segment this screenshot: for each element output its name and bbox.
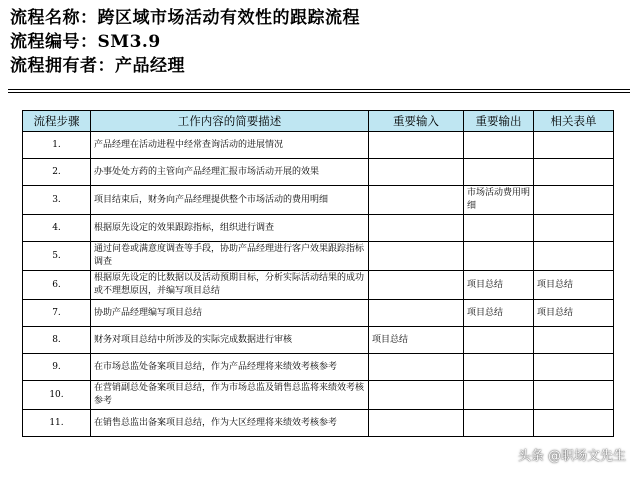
output-cell: 项目总结 — [464, 300, 534, 327]
form-cell — [534, 159, 614, 186]
input-cell — [369, 354, 464, 381]
description-cell: 根据原先设定的效果跟踪指标，组织进行调查 — [91, 215, 369, 242]
form-cell — [534, 242, 614, 271]
input-cell — [369, 300, 464, 327]
description-cell: 根据原先设定的比数据以及活动预期目标，分析实际活动结果的成功或不理想原因，并编写项目总结 — [91, 271, 369, 300]
form-cell — [534, 215, 614, 242]
output-cell: 市场活动费用明细 — [464, 186, 534, 215]
watermark: 头条 @职场文先生 — [517, 449, 626, 464]
step-cell: 10. — [23, 381, 91, 410]
document-header — [10, 6, 360, 78]
input-cell: 项目总结 — [369, 327, 464, 354]
form-cell: 项目总结 — [534, 271, 614, 300]
description-cell: 在市场总监处备案项目总结，作为产品经理将来绩效考核参考 — [91, 354, 369, 381]
table-body — [23, 132, 614, 437]
output-cell — [464, 354, 534, 381]
form-cell — [534, 327, 614, 354]
input-cell — [369, 186, 464, 215]
table-row — [23, 354, 614, 381]
step-cell: 11. — [23, 410, 91, 437]
table-row — [23, 159, 614, 186]
form-cell — [534, 410, 614, 437]
description-cell: 财务对项目总结中所涉及的实际完成数据进行审核 — [91, 327, 369, 354]
column-header-output: 重要输出 — [464, 111, 534, 132]
output-cell: 项目总结 — [464, 271, 534, 300]
description-cell: 通过问卷或满意度调查等手段，协助产品经理进行客户效果跟踪指标调查 — [91, 242, 369, 271]
input-cell — [369, 159, 464, 186]
form-cell — [534, 186, 614, 215]
step-cell: 3. — [23, 186, 91, 215]
process-owner: 流程拥有者：产品经理 — [10, 56, 185, 76]
process-name: 流程名称：跨区域市场活动有效性的跟踪流程 — [10, 8, 360, 28]
form-cell: 项目总结 — [534, 300, 614, 327]
input-cell — [369, 271, 464, 300]
output-cell — [464, 381, 534, 410]
form-cell — [534, 381, 614, 410]
description-cell: 在销售总监出备案项目总结，作为大区经理将来绩效考核参考 — [91, 410, 369, 437]
process-code: 流程编号：SM3.9 — [10, 32, 161, 52]
output-cell — [464, 327, 534, 354]
form-cell — [534, 354, 614, 381]
header-divider-secondary — [8, 92, 630, 93]
output-cell — [464, 132, 534, 159]
output-cell — [464, 215, 534, 242]
step-cell: 6. — [23, 271, 91, 300]
step-cell: 1. — [23, 132, 91, 159]
table-row — [23, 186, 614, 215]
output-cell — [464, 410, 534, 437]
table-row — [23, 381, 614, 410]
input-cell — [369, 215, 464, 242]
description-cell: 在营销副总处备案项目总结，作为市场总监及销售总监将来绩效考核参考 — [91, 381, 369, 410]
description-cell: 产品经理在活动进程中经常查询活动的进展情况 — [91, 132, 369, 159]
output-cell — [464, 159, 534, 186]
input-cell — [369, 242, 464, 271]
table-row — [23, 327, 614, 354]
table-header-row — [23, 111, 614, 132]
input-cell — [369, 132, 464, 159]
description-cell: 协助产品经理编写项目总结 — [91, 300, 369, 327]
table-row — [23, 132, 614, 159]
description-cell: 办事处处方药的主管向产品经理汇报市场活动开展的效果 — [91, 159, 369, 186]
process-table — [22, 110, 614, 437]
step-cell: 8. — [23, 327, 91, 354]
step-cell: 2. — [23, 159, 91, 186]
input-cell — [369, 381, 464, 410]
table-row — [23, 242, 614, 271]
form-cell — [534, 132, 614, 159]
column-header-form: 相关表单 — [534, 111, 614, 132]
column-header-input: 重要输入 — [369, 111, 464, 132]
column-header-step: 流程步骤 — [23, 111, 91, 132]
step-cell: 7. — [23, 300, 91, 327]
table-row — [23, 215, 614, 242]
header-divider — [8, 89, 630, 90]
input-cell — [369, 410, 464, 437]
step-cell: 5. — [23, 242, 91, 271]
table-row — [23, 300, 614, 327]
step-cell: 9. — [23, 354, 91, 381]
description-cell: 项目结束后，财务向产品经理提供整个市场活动的费用明细 — [91, 186, 369, 215]
table-row — [23, 271, 614, 300]
output-cell — [464, 242, 534, 271]
table-row — [23, 410, 614, 437]
step-cell: 4. — [23, 215, 91, 242]
column-header-description: 工作内容的简要描述 — [91, 111, 369, 132]
